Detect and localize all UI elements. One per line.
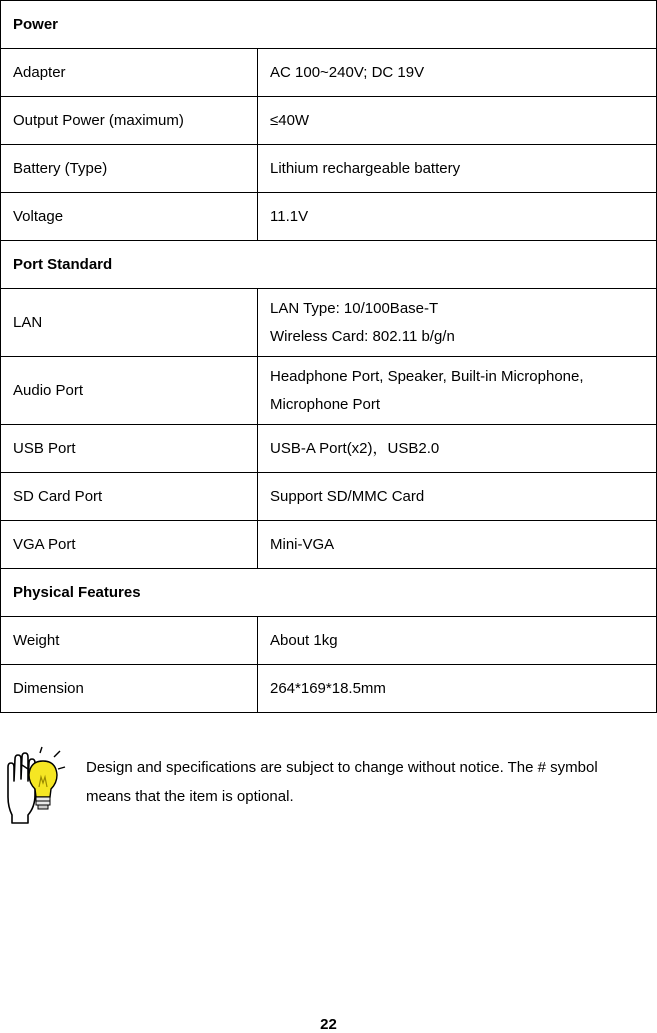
spec-value: 264*169*18.5mm: [258, 665, 657, 713]
table-row: [1, 145, 657, 193]
note-block: [0, 745, 657, 835]
spec-value: 11.1V: [258, 193, 657, 241]
table-row: [1, 521, 657, 569]
spec-value: USB-A Port(x2)，USB2.0: [258, 425, 657, 473]
section-header-row: [1, 1, 657, 49]
spec-label: SD Card Port: [1, 473, 258, 521]
note-text-line: means that the item is optional.: [86, 788, 294, 805]
spec-label: Audio Port: [1, 357, 258, 425]
spec-label: Voltage: [1, 193, 258, 241]
spec-value-line: Headphone Port, Speaker, Built-in Microphone,: [270, 367, 584, 385]
spec-value: ≤40W: [258, 97, 657, 145]
table-row: [1, 289, 657, 357]
spec-label: Dimension: [1, 665, 258, 713]
spec-value: Lithium rechargeable battery: [258, 145, 657, 193]
spec-label: Output Power (maximum): [1, 97, 258, 145]
spec-value: AC 100~240V; DC 19V: [258, 49, 657, 97]
section-header-row: [1, 241, 657, 289]
note-text: [86, 753, 657, 811]
table-row: [1, 425, 657, 473]
spec-value-line: Wireless Card: 802.11 b/g/n: [270, 327, 455, 345]
table-row: [1, 357, 657, 425]
spec-label: VGA Port: [1, 521, 258, 569]
spec-label: LAN: [1, 289, 258, 357]
spec-value: [258, 357, 657, 425]
section-header-row: [1, 569, 657, 617]
spec-value-line: LAN Type: 10/100Base-T: [270, 299, 439, 317]
spec-label: Weight: [1, 617, 258, 665]
section-title-power: Power: [1, 1, 657, 49]
spec-label: Adapter: [1, 49, 258, 97]
table-row: [1, 193, 657, 241]
spec-value-line: Microphone Port: [270, 395, 381, 413]
note-text-line: Design and specifications are subject to change without notice. The # symbol: [86, 759, 598, 776]
table-row: [1, 617, 657, 665]
section-title-port-standard: Port Standard: [1, 241, 657, 289]
page-number: 22: [320, 1016, 337, 1033]
table-row: [1, 473, 657, 521]
spec-value: [258, 289, 657, 357]
table-row: [1, 665, 657, 713]
spec-value: Support SD/MMC Card: [258, 473, 657, 521]
table-row: [1, 49, 657, 97]
spec-value: Mini-VGA: [258, 521, 657, 569]
spec-label: Battery (Type): [1, 145, 258, 193]
spec-label: USB Port: [1, 425, 258, 473]
spec-value: About 1kg: [258, 617, 657, 665]
section-title-physical-features: Physical Features: [1, 569, 657, 617]
hand-lightbulb-icon: [2, 745, 66, 825]
table-row: [1, 97, 657, 145]
